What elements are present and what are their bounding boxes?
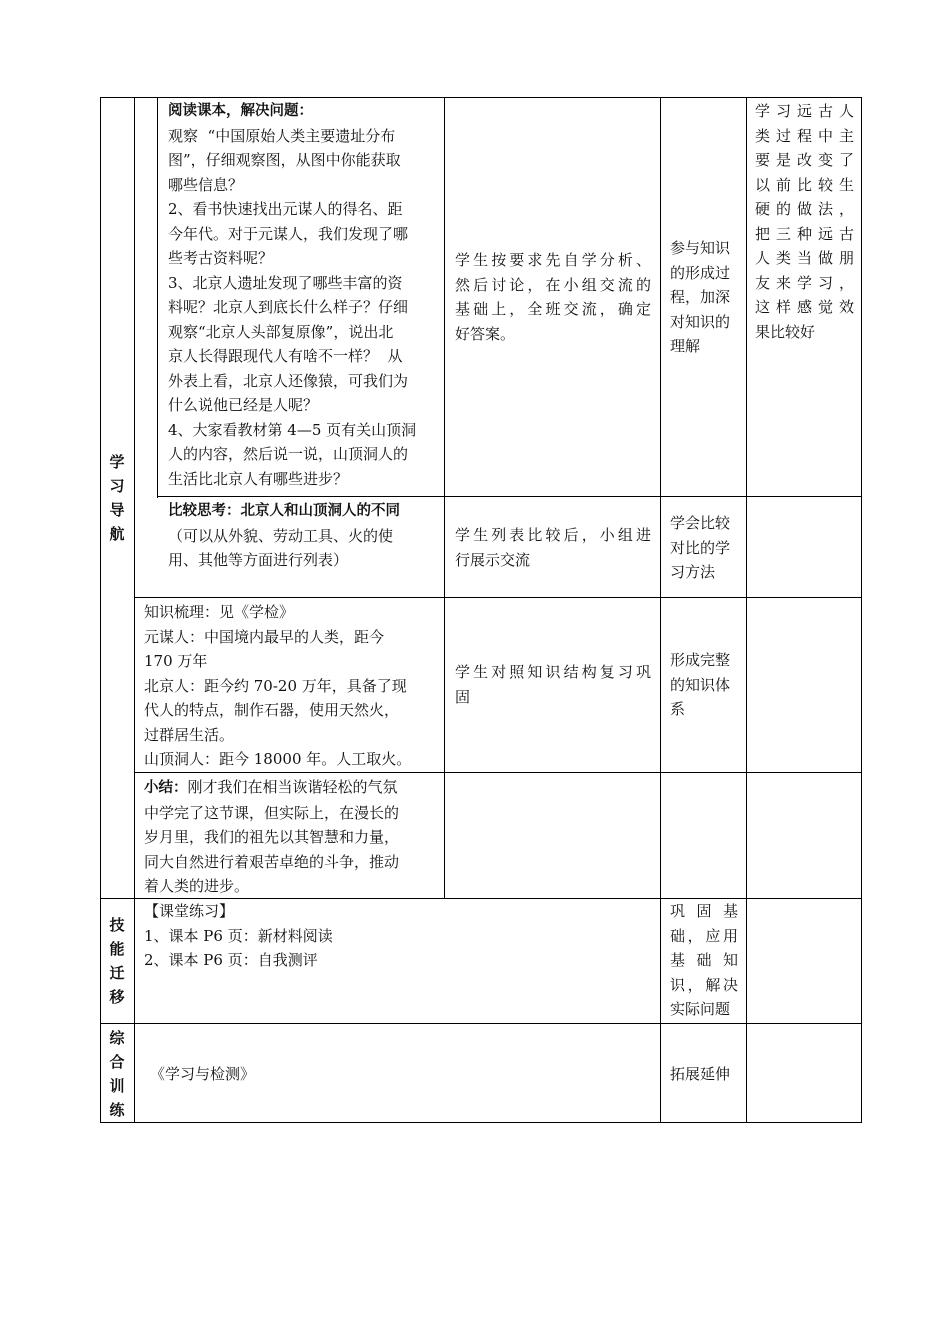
text-line: 【课堂练习】	[144, 902, 235, 920]
text-line: 170 万年	[144, 652, 208, 670]
text-line: 学习远古人	[755, 102, 854, 120]
table-top-border	[100, 97, 862, 98]
text-line: 系	[670, 700, 686, 718]
row1-activity-text	[168, 99, 438, 491]
text-line: 2、课本 P6 页：自我测评	[144, 951, 318, 969]
row-divider	[134, 772, 862, 773]
text-line: 今年代。对于元谋人，我们发现了哪	[168, 224, 409, 243]
row1-reflection-note	[755, 99, 854, 344]
text-line: 4、大家看教材第 4—5 页有关山顶洞	[168, 420, 417, 439]
text-line: 识，解决	[670, 975, 738, 994]
row5-design-intent	[670, 899, 738, 1022]
text-line: 《学习与检测》	[150, 1065, 256, 1083]
text-line: 友来学习，	[755, 273, 854, 292]
text-line: 好答案。	[455, 324, 516, 343]
row-divider	[100, 1023, 862, 1024]
text-line: 中学完了这节课，但实际上，在漫长的	[144, 803, 400, 822]
text-line: 学生对照知识结构复习巩	[455, 663, 651, 681]
text-line: 硬的做法，	[755, 200, 854, 218]
text-line: 人的内容，然后说一说，山顶洞人的	[168, 445, 409, 463]
text-line: 基 础 知	[670, 951, 738, 969]
text-line: 学生按要求先自学分析、	[455, 251, 651, 269]
text-line: 北京人：距今约 70-20 万年，具备了现	[144, 676, 407, 695]
row5-class-exercise	[144, 899, 644, 973]
text-line: 拓展延伸	[670, 1065, 731, 1083]
column-divider	[444, 97, 445, 899]
text-line: 基础上，全班交流，确定	[455, 300, 651, 318]
text-line: 哪些信息？	[168, 175, 244, 194]
text-line: 料呢？北京人到底长什么样子？仔细	[168, 298, 409, 316]
text-line: 的形成过	[670, 263, 731, 282]
text-line: 岁月里，我们的祖先以其智慧和力量，	[144, 828, 400, 846]
text-line: 人类当做朋	[755, 249, 854, 267]
text-line: 1、课本 P6 页：新材料阅读	[144, 926, 333, 945]
row2-student-activity	[455, 523, 651, 572]
text-line: 果比较好	[755, 322, 816, 341]
row3-knowledge-summary	[144, 600, 440, 772]
row-divider	[157, 496, 862, 497]
row1-design-intent	[670, 236, 742, 359]
text-line: 外表上看，北京人还像猿，可我们为	[168, 371, 409, 390]
row2-design-intent	[670, 511, 742, 585]
text-line: 京人长得跟现代人有啥不一样？ 从	[168, 347, 403, 365]
section-label-skill-transfer: 技 能 迁 移	[109, 916, 125, 1006]
row2-activity-text	[168, 499, 440, 573]
text-line: 着人类的进步。	[144, 877, 250, 895]
text-line: 山顶洞人：距今 18000 年。人工取火。	[144, 750, 412, 768]
text-line: （可以从外貌、劳动工具、火的使	[168, 526, 394, 545]
text-line: 知识梳理：见《学检》	[144, 603, 295, 621]
table-right-border	[861, 97, 862, 1123]
text-line: 对知识的	[670, 312, 731, 331]
text-line: 什么说他已经是人呢？	[168, 396, 319, 414]
row1-student-activity	[455, 248, 651, 346]
column-divider	[746, 97, 747, 1123]
text-line: 理解	[670, 337, 701, 355]
row4-lesson-summary	[144, 775, 440, 899]
row3-design-intent	[670, 648, 742, 722]
text-line: 行展示交流	[455, 550, 531, 569]
text-line: 同大自然进行着艰苦卓绝的斗争，推动	[144, 852, 400, 871]
text-line	[144, 775, 440, 801]
section-label-study-guide: 学 习 导 航	[109, 453, 125, 543]
table-bottom-border	[100, 1122, 862, 1123]
text-line: 学会比较	[670, 514, 731, 532]
summary-first-line: 刚才我们在相当诙谐轻松的气氛	[187, 778, 398, 796]
text-line: 习方法	[670, 563, 716, 581]
row3-student-activity	[455, 660, 651, 709]
column-divider	[134, 97, 135, 1123]
text-line: 用、其他等方面进行列表）	[168, 551, 349, 569]
text-line: 形成完整	[670, 651, 731, 669]
row2-heading: 比较思考：北京人和山顶洞人的不同	[168, 503, 400, 519]
text-line: 以前比较生	[755, 175, 854, 194]
text-line: 生活比北京人有哪些进步？	[168, 469, 349, 488]
text-line: 图”，仔细观察图，从图中你能获取	[168, 151, 401, 169]
text-line: 参与知识	[670, 239, 731, 257]
text-line: 些考古资料呢？	[168, 249, 274, 267]
text-line: 学生列表比较后，小组进	[455, 526, 651, 544]
text-line: 元谋人：中国境内最早的人类，距今	[144, 627, 385, 646]
text-line: 然后讨论，在小组交流的	[455, 275, 651, 294]
text-line: 这样感觉效	[755, 298, 854, 316]
text-line: 把三种远古	[755, 224, 854, 243]
text-line: 础，应用	[670, 926, 738, 945]
row6-design-intent	[670, 1062, 742, 1087]
column-divider	[157, 97, 158, 498]
row1-heading: 阅读课本，解决问题：	[168, 103, 313, 119]
text-line: 2、看书快速找出元谋人的得名、距	[168, 200, 403, 218]
text-line: 要是改变了	[755, 151, 854, 169]
text-line: 3、北京人遗址发现了哪些丰富的资	[168, 273, 403, 292]
row-divider	[134, 597, 862, 598]
row6-training-material	[150, 1062, 450, 1087]
text-line: 观察“北京人头部复原像”，说出北	[168, 322, 394, 341]
section-label-comprehensive: 综 合 训 练	[109, 1029, 125, 1119]
text-line: 固	[455, 687, 471, 706]
summary-label: 小结：	[144, 780, 188, 796]
text-line: 观察 “中国原始人类主要遗址分布	[168, 126, 396, 145]
text-line: 代人的特点，制作石器，使用天然火，	[144, 701, 400, 719]
text-line: 类过程中主	[755, 126, 854, 145]
text-line: 巩 固 基	[670, 902, 738, 920]
column-divider	[660, 97, 661, 1123]
text-line: 对比的学	[670, 538, 731, 557]
text-line: 的知识体	[670, 675, 731, 694]
text-line: 实际问题	[670, 1000, 731, 1018]
text-line: 过群居生活。	[144, 725, 235, 744]
text-line: 程，加深	[670, 288, 731, 306]
